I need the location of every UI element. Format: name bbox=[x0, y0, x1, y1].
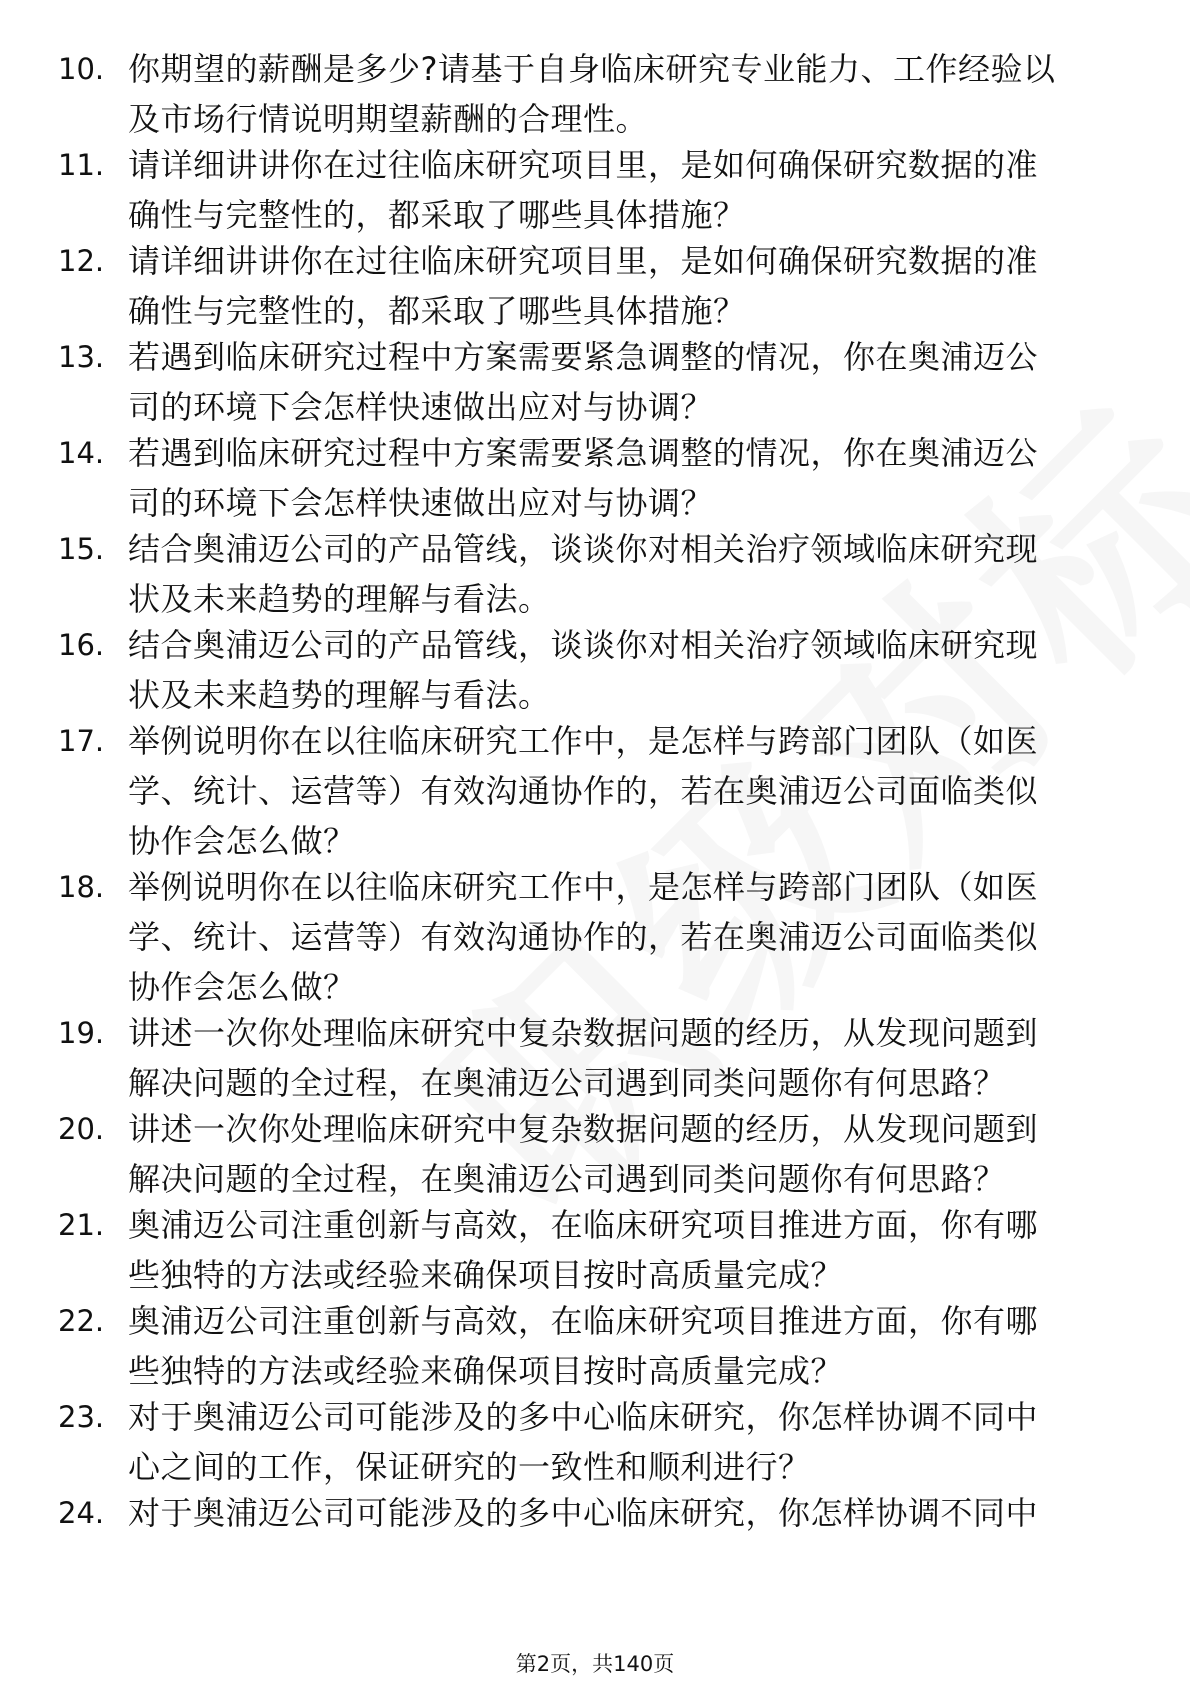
question-text bbox=[128, 620, 1128, 720]
question-line: 些独特的方法或经验来确保项目按时高质量完成？ bbox=[128, 1256, 844, 1294]
question-text bbox=[128, 236, 1128, 336]
question-number: 24. bbox=[58, 1496, 105, 1530]
question-number: 12. bbox=[58, 244, 105, 278]
question-line: 对于奥浦迈公司可能涉及的多中心临床研究，你怎样协调不同中 bbox=[128, 1494, 1039, 1532]
question-text bbox=[128, 1104, 1128, 1204]
question-line: 些独特的方法或经验来确保项目按时高质量完成？ bbox=[128, 1352, 844, 1390]
question-text bbox=[128, 332, 1128, 432]
question-text bbox=[128, 1392, 1128, 1492]
question-line: 心之间的工作，保证研究的一致性和顺利进行？ bbox=[128, 1448, 811, 1486]
question-number: 11. bbox=[58, 148, 105, 182]
question-number: 20. bbox=[58, 1112, 105, 1146]
question-number: 17. bbox=[58, 724, 105, 758]
question-text bbox=[128, 1200, 1128, 1300]
question-number: 14. bbox=[58, 436, 105, 470]
question-line: 若遇到临床研究过程中方案需要紧急调整的情况，你在奥浦迈公 bbox=[128, 338, 1039, 376]
question-line: 对于奥浦迈公司可能涉及的多中心临床研究，你怎样协调不同中 bbox=[128, 1398, 1039, 1436]
question-line: 确性与完整性的，都采取了哪些具体措施？ bbox=[128, 292, 746, 330]
question-number: 13. bbox=[58, 340, 105, 374]
question-line: 学、统计、运营等）有效沟通协作的，若在奥浦迈公司面临类似 bbox=[128, 772, 1039, 810]
question-line: 协作会怎么做？ bbox=[128, 822, 356, 860]
question-text bbox=[128, 1296, 1128, 1396]
question-line: 司的环境下会怎样快速做出应对与协调？ bbox=[128, 484, 714, 522]
question-line: 奥浦迈公司注重创新与高效，在临床研究项目推进方面，你有哪 bbox=[128, 1302, 1039, 1340]
question-line: 司的环境下会怎样快速做出应对与协调？ bbox=[128, 388, 714, 426]
question-number: 18. bbox=[58, 870, 105, 904]
question-line: 讲述一次你处理临床研究中复杂数据问题的经历，从发现问题到 bbox=[128, 1110, 1039, 1148]
question-number: 19. bbox=[58, 1016, 105, 1050]
question-line: 协作会怎么做？ bbox=[128, 968, 356, 1006]
question-number: 21. bbox=[58, 1208, 105, 1242]
question-text bbox=[128, 716, 1128, 866]
question-line: 请详细讲讲你在过往临床研究项目里，是如何确保研究数据的准 bbox=[128, 146, 1039, 184]
question-number: 16. bbox=[58, 628, 105, 662]
question-line: 举例说明你在以往临床研究工作中，是怎样与跨部门团队（如医 bbox=[128, 868, 1039, 906]
question-line: 请详细讲讲你在过往临床研究项目里，是如何确保研究数据的准 bbox=[128, 242, 1039, 280]
question-number: 22. bbox=[58, 1304, 105, 1338]
question-number: 15. bbox=[58, 532, 105, 566]
question-line: 你期望的薪酬是多少?请基于自身临床研究专业能力、工作经验以 bbox=[128, 50, 1056, 88]
question-line: 结合奥浦迈公司的产品管线，谈谈你对相关治疗领域临床研究现 bbox=[128, 626, 1039, 664]
question-line: 讲述一次你处理临床研究中复杂数据问题的经历，从发现问题到 bbox=[128, 1014, 1039, 1052]
question-text bbox=[128, 140, 1128, 240]
question-text bbox=[128, 1008, 1128, 1108]
question-line: 学、统计、运营等）有效沟通协作的，若在奥浦迈公司面临类似 bbox=[128, 918, 1039, 956]
question-line: 结合奥浦迈公司的产品管线，谈谈你对相关治疗领域临床研究现 bbox=[128, 530, 1039, 568]
question-text bbox=[128, 524, 1128, 624]
question-number: 23. bbox=[58, 1400, 105, 1434]
question-text bbox=[128, 1488, 1128, 1538]
question-line: 状及未来趋势的理解与看法。 bbox=[128, 676, 551, 714]
question-line: 解决问题的全过程，在奥浦迈公司遇到同类问题你有何思路？ bbox=[128, 1160, 1006, 1198]
question-text bbox=[128, 428, 1128, 528]
question-line: 及市场行情说明期望薪酬的合理性。 bbox=[128, 100, 649, 138]
question-line: 举例说明你在以往临床研究工作中，是怎样与跨部门团队（如医 bbox=[128, 722, 1039, 760]
question-line: 解决问题的全过程，在奥浦迈公司遇到同类问题你有何思路？ bbox=[128, 1064, 1006, 1102]
page-number: 第2页，共140页 bbox=[515, 1652, 675, 1676]
question-number: 10. bbox=[58, 52, 105, 86]
question-line: 状及未来趋势的理解与看法。 bbox=[128, 580, 551, 618]
question-line: 确性与完整性的，都采取了哪些具体措施？ bbox=[128, 196, 746, 234]
question-line: 奥浦迈公司注重创新与高效，在临床研究项目推进方面，你有哪 bbox=[128, 1206, 1039, 1244]
question-text bbox=[128, 862, 1128, 1012]
question-line: 若遇到临床研究过程中方案需要紧急调整的情况，你在奥浦迈公 bbox=[128, 434, 1039, 472]
question-text bbox=[128, 44, 1128, 144]
